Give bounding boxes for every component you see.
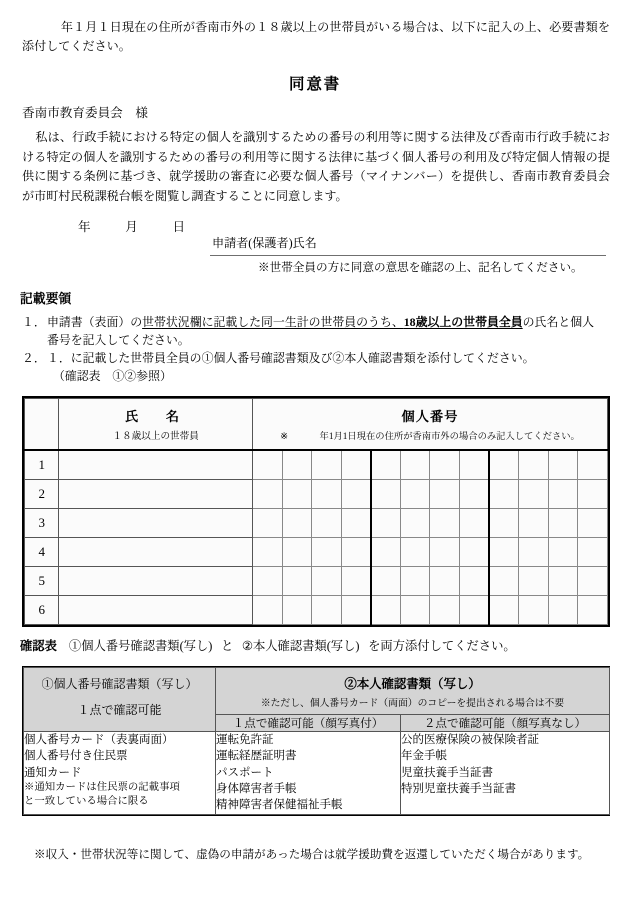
col1-note-line1: ※通知カードは住民票の記載事項: [24, 781, 180, 793]
col23-header-line1: ②本人確認書類（写し）: [344, 677, 481, 691]
header-number-title: 個人番号: [401, 409, 459, 424]
digit-cell-10[interactable]: [519, 480, 549, 509]
header-number-note: 年1月1日現在の住所が香南市外の場合のみ記入してください。: [319, 432, 580, 442]
instructions-list: [22, 313, 614, 385]
col1-header-line1: ①個人番号確認書類（写し）: [41, 677, 198, 691]
list-item: 通知カード: [24, 766, 82, 779]
row-index: 2: [25, 480, 59, 509]
digit-cell-10[interactable]: [519, 450, 549, 480]
consent-text: 私は、行政手続における特定の個人を識別するための番号の利用等に関する法律及び香南市行政手続における特定の個人を識別するための番号の利用等に関する法律に基づく個人番号の利用及び特定個人情報の提供に関する条例に基づき、就学援助の審査に必要な個人番号（マイナンバー）を提供し、香南市教育委員会が市町村民税課税台帳を閲覧し調査することに同意します。: [22, 130, 610, 203]
col1-header-line2: １点で確認可能: [77, 703, 162, 717]
header-number-sub: [253, 428, 607, 442]
digit-cell-8[interactable]: [459, 509, 489, 538]
header-name-sub: １８歳以上の世帯員: [112, 431, 199, 442]
col3-subheader: ２点で確認可能（顔写真なし）: [401, 715, 610, 732]
digit-cell-8[interactable]: [459, 596, 489, 625]
household-number-table: [22, 396, 610, 627]
col23-header-line2: ※ただし、個人番号カード（両面）のコピーを提出される場合は不要: [260, 698, 565, 709]
header-number-mark: ※: [280, 432, 288, 442]
digit-cell-12[interactable]: [578, 480, 608, 509]
page-title: 同意書: [288, 76, 342, 93]
digit-cell-6[interactable]: [400, 567, 430, 596]
list-item: 身体障害者手帳: [216, 782, 297, 795]
digit-cell-3[interactable]: [312, 450, 342, 480]
digit-cell-1[interactable]: [252, 509, 282, 538]
digit-cell-3[interactable]: [312, 480, 342, 509]
col1-note-line2: と一致している場合に限る: [24, 796, 149, 808]
digit-cell-5[interactable]: [371, 538, 401, 567]
digit-cell-5[interactable]: [371, 450, 401, 480]
digit-cell-3[interactable]: [312, 509, 342, 538]
digit-cell-6[interactable]: [400, 509, 430, 538]
digit-cell-12[interactable]: [578, 509, 608, 538]
col2-subheader: １点で確認可能（顔写真付）: [216, 715, 401, 732]
digit-cell-8[interactable]: [459, 538, 489, 567]
digit-cell-7[interactable]: [430, 480, 460, 509]
digit-cell-8[interactable]: [459, 567, 489, 596]
table-row: [25, 538, 608, 567]
date-line[interactable]: [78, 216, 186, 235]
row-name-input[interactable]: [59, 538, 253, 567]
digit-cell-11[interactable]: [548, 509, 578, 538]
addressee: 香南市教育委員会 様: [22, 106, 148, 120]
digit-cell-11[interactable]: [548, 450, 578, 480]
digit-cell-12[interactable]: [578, 596, 608, 625]
intro-paragraph: [22, 18, 610, 55]
row-name-input[interactable]: [59, 509, 253, 538]
digit-cell-7[interactable]: [430, 509, 460, 538]
digit-cell-1[interactable]: [252, 567, 282, 596]
digit-cell-10[interactable]: [519, 538, 549, 567]
instruction-1-continuation: 番号を記入してください。: [46, 333, 190, 348]
digit-cell-6[interactable]: [400, 538, 430, 567]
row-index: 3: [25, 509, 59, 538]
table-row: [25, 450, 608, 480]
table-row: [25, 596, 608, 625]
row-index: 4: [25, 538, 59, 567]
header-number-cell: [252, 399, 607, 451]
digit-cell-6[interactable]: [400, 450, 430, 480]
list-item: 個人番号付き住民票: [24, 750, 128, 763]
digit-cell-8[interactable]: [459, 480, 489, 509]
confirmation-heading-item1: ①個人番号確認書類(写し): [68, 639, 213, 653]
header-corner-cell: [25, 399, 59, 451]
digit-cell-9[interactable]: [489, 596, 519, 625]
row-index: 5: [25, 567, 59, 596]
instruction-2-number: ２．: [22, 351, 46, 366]
applicant-name-input-line[interactable]: [210, 255, 606, 256]
table-row: [25, 567, 608, 596]
confirmation-table: [22, 666, 610, 816]
signature-note: ※世帯全員の方に同意の意思を確認の上、記名してください。: [258, 261, 583, 274]
digit-cell-11[interactable]: [548, 538, 578, 567]
header-name-cell: [59, 399, 253, 451]
col3-items: [401, 732, 610, 815]
digit-cell-2[interactable]: [282, 567, 312, 596]
digit-cell-5[interactable]: [371, 480, 401, 509]
digit-cell-1[interactable]: [252, 450, 282, 480]
list-item: 運転経歴証明書: [216, 750, 297, 763]
digit-cell-9[interactable]: [489, 480, 519, 509]
confirmation-heading-lead: 確認表: [20, 639, 57, 653]
digit-cell-12[interactable]: [578, 450, 608, 480]
digit-cell-10[interactable]: [519, 596, 549, 625]
digit-cell-3[interactable]: [312, 567, 342, 596]
digit-cell-8[interactable]: [459, 450, 489, 480]
digit-cell-2[interactable]: [282, 509, 312, 538]
instruction-item-2: [22, 349, 614, 367]
list-item: 児童扶養手当証書: [401, 766, 493, 779]
digit-cell-5[interactable]: [371, 596, 401, 625]
list-item: パスポート: [216, 766, 274, 779]
intro-text: 年１月１日現在の住所が香南市外の１８歳以上の世帯員がいる場合は、以下に記入の上、必要書類を添付してください。: [22, 20, 610, 53]
instruction-item-1: [22, 313, 614, 331]
row-name-input[interactable]: [59, 480, 253, 509]
digit-cell-11[interactable]: [548, 480, 578, 509]
digit-cell-12[interactable]: [578, 567, 608, 596]
instruction-1-number: １．: [22, 315, 46, 329]
row-name-input[interactable]: [59, 596, 253, 625]
digit-cell-1[interactable]: [252, 480, 282, 509]
digit-cell-4[interactable]: [341, 509, 371, 538]
confirmation-heading: [20, 636, 516, 654]
digit-cell-9[interactable]: [489, 450, 519, 480]
digit-cell-5[interactable]: [371, 567, 401, 596]
confirmation-heading-tail: を両方添付してください。: [368, 639, 516, 653]
table-row: [25, 509, 608, 538]
table-header-row: [25, 399, 608, 451]
consent-body: [22, 128, 610, 206]
instruction-1-part4: の氏名と個人: [522, 315, 595, 329]
instruction-2-continuation: （確認表 ①②参照）: [52, 369, 172, 384]
list-item: 特別児童扶養手当証書: [401, 782, 516, 795]
row-name-input[interactable]: [59, 567, 253, 596]
confirmation-heading-conj: と: [220, 639, 234, 653]
digit-cell-7[interactable]: [430, 450, 460, 480]
digit-cell-4[interactable]: [341, 538, 371, 567]
instruction-1-part3: 18歳以上の世帯員全員: [403, 315, 523, 329]
header-name-title: 氏 名: [125, 409, 187, 424]
digit-cell-6[interactable]: [400, 596, 430, 625]
instruction-1-part1: 申請書（表面）の: [46, 315, 143, 329]
row-index: 6: [25, 596, 59, 625]
confirmation-header-row-1: [24, 668, 610, 715]
col2-items: [216, 732, 401, 815]
digit-cell-4[interactable]: [341, 450, 371, 480]
digit-cell-2[interactable]: [282, 538, 312, 567]
instruction-2-text: １．に記載した世帯員全員の①個人番号確認書類及び②本人確認書類を添付してください。: [46, 351, 535, 366]
digit-cell-11[interactable]: [548, 567, 578, 596]
col1-header: [24, 668, 216, 732]
confirmation-heading-item2: ②本人確認書類(写し): [241, 639, 360, 653]
digit-cell-2[interactable]: [282, 450, 312, 480]
instruction-1-part2: 世帯状況欄に記載した同一生計の世帯員のうち、: [142, 315, 404, 329]
digit-cell-4[interactable]: [341, 596, 371, 625]
digit-cell-12[interactable]: [578, 538, 608, 567]
digit-cell-5[interactable]: [371, 509, 401, 538]
digit-cell-10[interactable]: [519, 509, 549, 538]
digit-cell-9[interactable]: [489, 567, 519, 596]
col23-header: [216, 668, 610, 715]
date-year-label: 年: [78, 220, 92, 234]
digit-cell-1[interactable]: [252, 538, 282, 567]
digit-cell-3[interactable]: [312, 538, 342, 567]
col1-items: [24, 732, 216, 815]
row-name-input[interactable]: [59, 450, 253, 480]
digit-cell-7[interactable]: [430, 538, 460, 567]
digit-cell-9[interactable]: [489, 538, 519, 567]
digit-cell-9[interactable]: [489, 509, 519, 538]
table-row: [25, 480, 608, 509]
instructions-heading: 記載要領: [20, 292, 72, 306]
date-month-label: 月: [125, 220, 139, 234]
applicant-name-label: 申請者(保護者)氏名: [212, 236, 317, 250]
digit-cell-7[interactable]: [430, 596, 460, 625]
row-index: 1: [25, 450, 59, 480]
list-item: 個人番号カード（表裏両面）: [24, 734, 174, 746]
list-item: 運転免許証: [216, 734, 274, 746]
digit-cell-2[interactable]: [282, 596, 312, 625]
digit-cell-2[interactable]: [282, 480, 312, 509]
list-item: 公的医療保険の被保険者証: [401, 734, 539, 746]
digit-cell-10[interactable]: [519, 567, 549, 596]
confirmation-body-row: [24, 732, 610, 815]
digit-cell-1[interactable]: [252, 596, 282, 625]
list-item: 年金手帳: [401, 750, 447, 763]
digit-cell-4[interactable]: [341, 567, 371, 596]
digit-cell-6[interactable]: [400, 480, 430, 509]
digit-cell-3[interactable]: [312, 596, 342, 625]
footer-note: ※収入・世帯状況等に関して、虚偽の申請があった場合は就学援助費を返還していただく場合があります。: [34, 848, 590, 861]
digit-cell-11[interactable]: [548, 596, 578, 625]
date-day-label: 日: [172, 220, 186, 234]
digit-cell-7[interactable]: [430, 567, 460, 596]
list-item: 精神障害者保健福祉手帳: [216, 799, 343, 812]
digit-cell-4[interactable]: [341, 480, 371, 509]
